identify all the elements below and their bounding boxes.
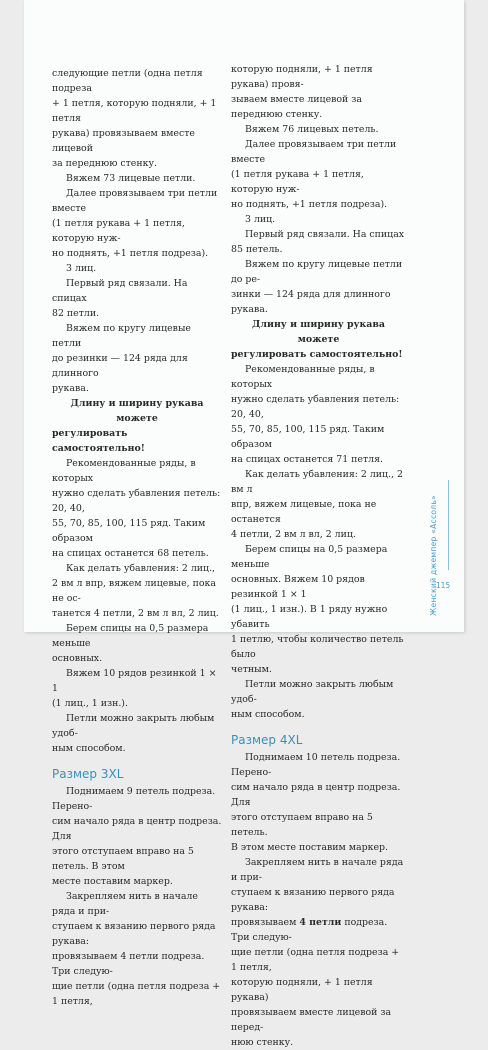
text-line: провязываем вместе лицевой за перед-	[231, 1007, 392, 1033]
text-line: основных. Вяжем 10 рядов резинкой 1 × 1	[231, 574, 365, 600]
text-line: зываем вместе лицевой за переднюю стенку.	[231, 94, 362, 120]
text-line: провязываем 4 петли подреза. Три следую-	[52, 951, 205, 977]
text-line: Вяжем по кругу лицевые петли до ре-	[231, 259, 403, 285]
text-line: Закрепляем нить в начале ряда и при-	[231, 857, 404, 883]
text-line: Поднимаем 10 петель подреза. Перено-	[231, 752, 401, 778]
text-line: Далее провязываем три петли вместе	[52, 188, 218, 214]
bold-phrase: 4 петли	[299, 917, 342, 928]
text-line: нужно сделать убавления петель: 20, 40,	[231, 394, 400, 420]
text-line: регулировать самостоятельно!	[231, 349, 403, 360]
text-line: Вяжем 73 лицевые петли.	[66, 173, 196, 184]
text-line: щие петли (одна петля подреза + 1 петля,	[52, 981, 221, 1007]
text-line: рукава) провязываем вместе лицевой	[52, 128, 195, 154]
text-line: Далее провязываем три петли вместе	[231, 139, 397, 165]
text-line: сим начало ряда в центр подреза. Для	[52, 816, 222, 842]
text-line: следующие петли (одна петля подреза	[52, 68, 203, 94]
text-line: но поднять, +1 петля подреза).	[231, 199, 388, 210]
text-line: которую подняли, + 1 петля рукава)	[231, 977, 373, 1003]
text-line: которую подняли, + 1 петля рукава) провя-	[231, 64, 373, 90]
text-line: Берем спицы на 0,5 размера меньше	[231, 544, 388, 570]
text-line: 1 петлю, чтобы количество петель было	[231, 634, 404, 660]
text-line: + 1 петля, которую подняли, + 1 петля	[52, 98, 217, 124]
text-line: ступаем к вязанию первого ряда рукава:	[52, 921, 216, 947]
text-line: Рекомендованные ряды, в которых	[231, 364, 375, 390]
text-line: Закрепляем нить в начале ряда и при-	[52, 891, 198, 917]
text-line: Берем спицы на 0,5 размера меньше	[52, 623, 209, 649]
text-line: зинки — 124 ряда для длинного рукава.	[231, 289, 391, 315]
text-line: регулировать самостоятельно!	[52, 428, 145, 454]
text-line: на спицах останется 68 петель.	[52, 548, 209, 559]
text-line: до резинки — 124 ряда для длинного	[52, 353, 188, 379]
text-line: Рекомендованные ряды, в которых	[52, 458, 196, 484]
text-line: 4 петли, 2 вм л вл, 2 лиц.	[231, 529, 356, 540]
text-line: ным способом.	[52, 743, 126, 754]
text-line: 3 лиц.	[245, 214, 276, 225]
text-line: Вяжем 76 лицевых петель.	[245, 124, 379, 135]
text-line: 82 петли.	[52, 308, 100, 319]
text-line: Вяжем 10 рядов резинкой 1 × 1	[52, 668, 217, 694]
text-line: нюю стенку.	[231, 1037, 294, 1048]
text-line: В этом месте поставим маркер.	[231, 842, 389, 853]
text-line: Длину и ширину рукава можете	[70, 398, 204, 424]
section-heading: Размер 4XL	[231, 733, 303, 747]
text-line: впр, вяжем лицевые, пока не останется	[231, 499, 377, 525]
text-line: месте поставим маркер.	[52, 876, 173, 887]
text-line: Как делать убавления: 2 лиц.,	[66, 563, 216, 574]
text-line: Поднимаем 9 петель подреза. Перено-	[52, 786, 216, 812]
text-line: 55, 70, 85, 100, 115 ряд. Таким образом	[231, 424, 385, 450]
text-line: но поднять, +1 петля подреза).	[52, 248, 209, 259]
text-line: на спицах останется 71 петля.	[231, 454, 383, 465]
side-margin	[422, 0, 464, 632]
right-column	[231, 62, 406, 1050]
text-line: основных.	[52, 653, 103, 664]
page-number: 115	[435, 581, 451, 590]
text-line: Длину и ширину рукава можете	[252, 319, 385, 345]
text-line: сим начало ряда в центр подреза. Для	[231, 782, 401, 808]
text-line: щие петли (одна петля подреза + 1 петля,	[231, 947, 400, 973]
text-line: Первый ряд связали. На спицах	[52, 278, 188, 304]
section-heading: Размер 3XL	[52, 767, 124, 781]
text-line: провязываем 4 петли подреза. Три следую-	[231, 917, 388, 943]
text-line: (1 петля рукава + 1 петля, которую нуж-	[231, 169, 364, 195]
text-line: за переднюю стенку.	[52, 158, 157, 169]
text-line: (1 петля рукава + 1 петля, которую нуж-	[52, 218, 185, 244]
text-line: этого отступаем вправо на 5 петель.	[231, 812, 373, 838]
text-line: 2 вм л впр, вяжем лицевые, пока не ос-	[52, 578, 216, 604]
text-line: (1 лиц., 1 изн.).	[52, 698, 128, 709]
text-line: ным способом.	[231, 709, 305, 720]
text-line: Как делать убавления: 2 лиц., 2 вм л	[231, 469, 403, 495]
text-line: рукава.	[52, 383, 89, 394]
text-line: Петли можно закрыть любым удоб-	[52, 713, 215, 739]
text-line: 55, 70, 85, 100, 115 ряд. Таким образом	[52, 518, 206, 544]
book-page	[24, 0, 464, 1048]
text-line: танется 4 петли, 2 вм л вл, 2 лиц.	[52, 608, 219, 619]
side-label: Женский джемпер «Ассоль»	[429, 495, 438, 616]
text-line: 85 петель.	[231, 244, 283, 255]
text-line: Первый ряд связали. На спицах	[245, 229, 405, 240]
text-line: этого отступаем вправо на 5 петель. В этом	[52, 846, 194, 872]
text-line: нужно сделать убавления петель: 20, 40,	[52, 488, 221, 514]
text-line: Петли можно закрыть любым удоб-	[231, 679, 394, 705]
text-line: Вяжем по кругу лицевые петли	[52, 323, 191, 349]
text-line: (1 лиц., 1 изн.). В 1 ряду нужно убавить	[231, 604, 388, 630]
text-line: ступаем к вязанию первого ряда рукава:	[231, 887, 395, 913]
text-line: 3 лиц.	[66, 263, 97, 274]
left-column	[52, 66, 222, 1009]
text-line: четным.	[231, 664, 272, 675]
side-rule	[448, 480, 449, 570]
